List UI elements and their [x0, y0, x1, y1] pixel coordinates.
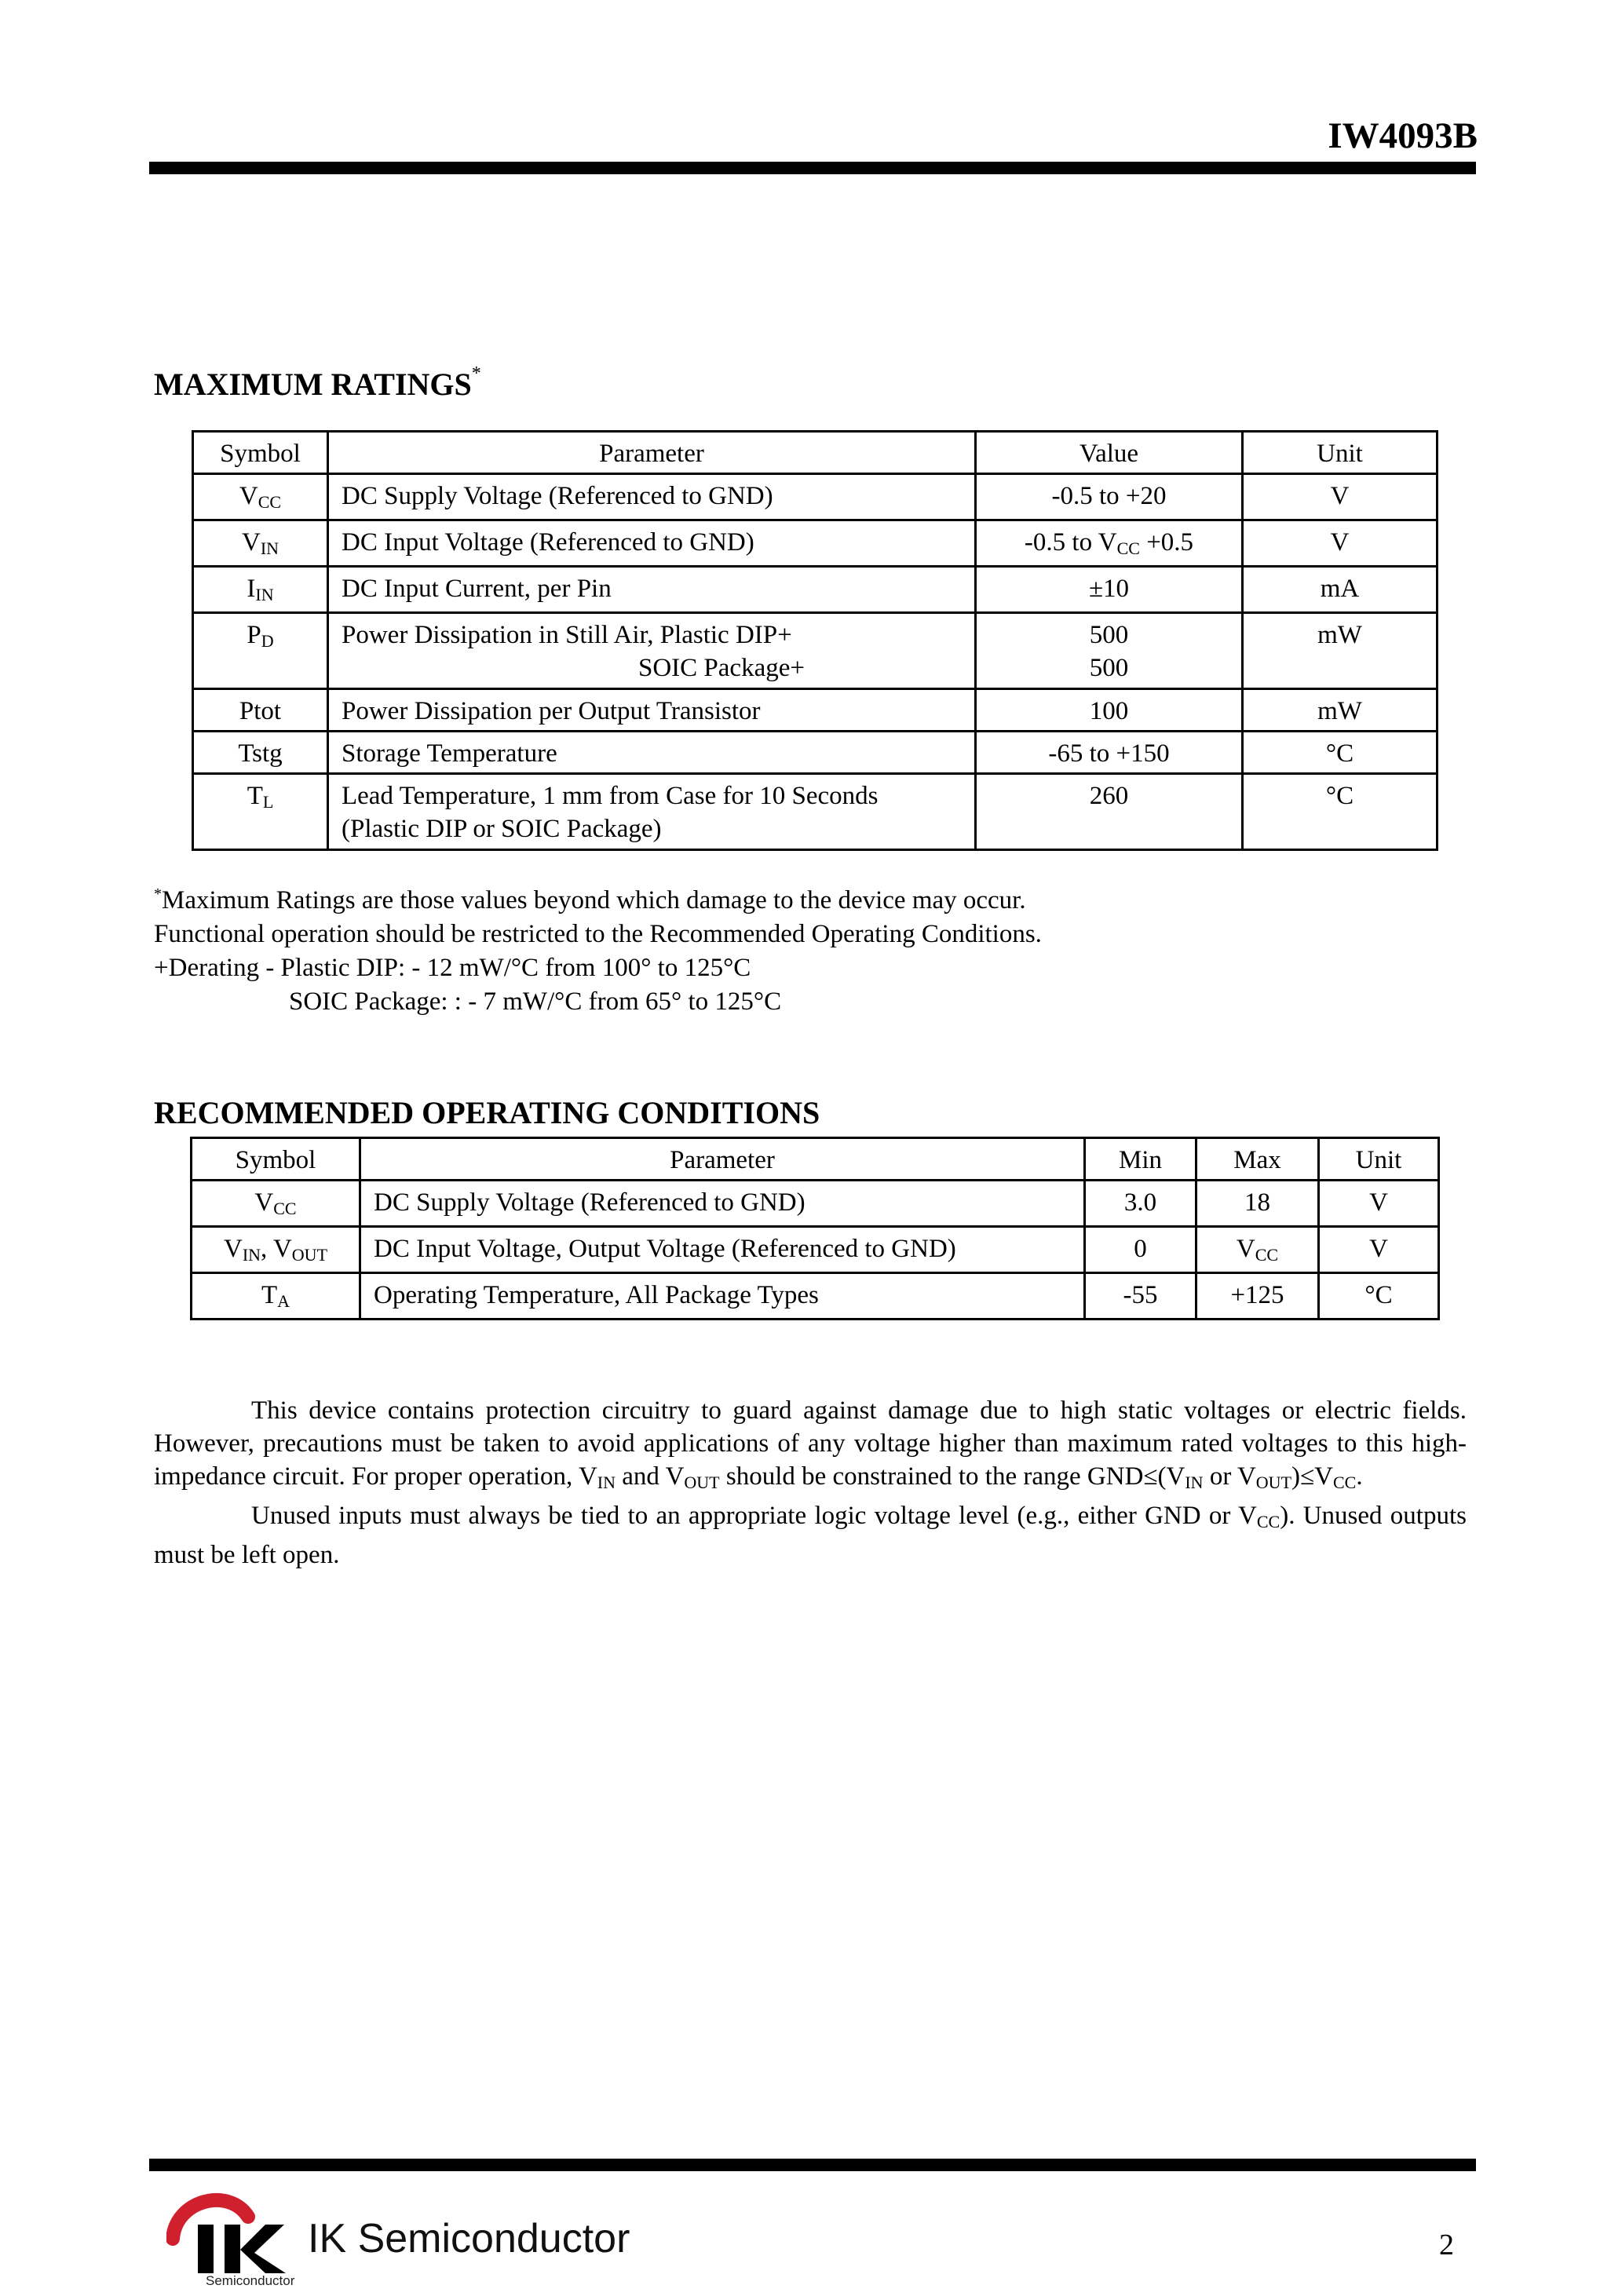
- parameter-cell: DC Supply Voltage (Referenced to GND): [328, 474, 976, 520]
- table-header-row: [192, 1138, 1439, 1181]
- max-cell: $V_{CC}$: [1196, 1227, 1319, 1273]
- max-ratings-notes: [154, 878, 1042, 1019]
- symbol-cell: $V_{CC}$: [192, 1181, 360, 1227]
- footer-rule: [149, 2159, 1476, 2171]
- min-cell: 0: [1085, 1227, 1196, 1273]
- parameter-cell: DC Supply Voltage (Referenced to GND): [360, 1181, 1085, 1227]
- parameter-cell: Storage Temperature: [328, 732, 976, 774]
- symbol-cell: Tstg: [193, 732, 328, 774]
- rec-conditions-title: RECOMMENDED OPERATING CONDITIONS: [154, 1095, 820, 1130]
- unit-cell: °C: [1243, 732, 1438, 774]
- parameter-cell: DC Input Voltage (Referenced to GND): [328, 520, 976, 567]
- value-cell: -0.5 to +20: [976, 474, 1243, 520]
- col-header: Value: [976, 432, 1243, 474]
- col-header: Parameter: [328, 432, 976, 474]
- rec-conditions-table: [190, 1137, 1440, 1320]
- parameter-cell: Power Dissipation in Still Air, Plastic DIP+ SOIC Package+: [328, 613, 976, 689]
- col-header: Symbol: [192, 1138, 360, 1181]
- value-cell: 260: [976, 774, 1243, 850]
- parameter-cell: Operating Temperature, All Package Types: [360, 1273, 1085, 1320]
- unit-cell: V: [1319, 1227, 1439, 1273]
- part-number: IW4093B: [1328, 115, 1478, 156]
- table-header-row: [193, 432, 1438, 474]
- min-cell: 3.0: [1085, 1181, 1196, 1227]
- max-cell: +125: [1196, 1273, 1319, 1320]
- unit-cell: V: [1243, 474, 1438, 520]
- paragraph: Unused inputs must always be tied to an appropriate logic voltage level (e.g., either GND or $V_{CC}$). Unused outputs must be left open.: [154, 1502, 1467, 1569]
- value-cell: ±10: [976, 567, 1243, 613]
- table-row: [193, 732, 1438, 774]
- symbol-cell: $V_{IN}$: [193, 520, 328, 567]
- symbol-cell: $I_{IN}$: [193, 567, 328, 613]
- symbol-cell: $T_L$: [193, 774, 328, 850]
- table-row: [193, 474, 1438, 520]
- table-row: [193, 689, 1438, 732]
- table-row: [193, 774, 1438, 850]
- max-cell: 18: [1196, 1181, 1319, 1227]
- page-number: 2: [1439, 2228, 1454, 2261]
- note-line: SOIC Package: : - 7 mW/°C from 65° to 125°C: [289, 987, 782, 1016]
- max-ratings-table: [192, 430, 1438, 851]
- unit-cell: °C: [1243, 774, 1438, 850]
- unit-cell: °C: [1319, 1273, 1439, 1320]
- symbol-cell: $V_{IN}$, $V_{OUT}$: [192, 1227, 360, 1273]
- value-cell: -65 to +150: [976, 732, 1243, 774]
- company-name: IK Semiconductor: [308, 2216, 630, 2261]
- symbol-cell: $P_D$: [193, 613, 328, 689]
- col-header: Min: [1085, 1138, 1196, 1181]
- value-cell: -0.5 to $V_{CC} +0.5$: [976, 520, 1243, 567]
- table-row: [193, 567, 1438, 613]
- parameter-cell: Lead Temperature, 1 mm from Case for 10 Seconds (Plastic DIP or SOIC Package): [328, 774, 976, 850]
- table-row: [192, 1181, 1439, 1227]
- parameter-cell: Power Dissipation per Output Transistor: [328, 689, 976, 732]
- col-header: Unit: [1319, 1138, 1439, 1181]
- parameter-cell: DC Input Current, per Pin: [328, 567, 976, 613]
- col-header: Max: [1196, 1138, 1319, 1181]
- note-line: *Maximum Ratings are those values beyond which damage to the device may occur.: [154, 885, 1026, 914]
- table-row: [192, 1227, 1439, 1273]
- paragraph: This device contains protection circuitry to guard against damage due to high static voltages or electric fields. However, precautions must be taken to avoid applications of any voltage higher than maximum rated voltages to this high-impedance circuit. For proper operation, $V_{IN}$ and $V_{OUT}$ should be constrained to the range $GND\le(V_{IN}$ or $V_{OUT})\le V_{CC}$.: [154, 1396, 1467, 1492]
- parameter-cell: DC Input Voltage, Output Voltage (Referenced to GND): [360, 1227, 1085, 1273]
- col-header: Symbol: [193, 432, 328, 474]
- note-line: Functional operation should be restricted to the Recommended Operating Conditions.: [154, 920, 1042, 948]
- table-row: [193, 613, 1438, 689]
- table-row: [193, 520, 1438, 567]
- col-header: Unit: [1243, 432, 1438, 474]
- col-header: Parameter: [360, 1138, 1085, 1181]
- table-row: [192, 1273, 1439, 1320]
- logo-subtext: Semiconductor: [206, 2273, 295, 2288]
- unit-cell: V: [1243, 520, 1438, 567]
- unit-cell: mA: [1243, 567, 1438, 613]
- unit-cell: mW: [1243, 613, 1438, 689]
- value-cell: 100: [976, 689, 1243, 732]
- protection-text: [154, 1394, 1467, 1571]
- min-cell: -55: [1085, 1273, 1196, 1320]
- unit-cell: V: [1319, 1181, 1439, 1227]
- unit-cell: mW: [1243, 689, 1438, 732]
- value-cell: 500 500: [976, 613, 1243, 689]
- symbol-cell: $T_A$: [192, 1273, 360, 1320]
- note-line: +Derating - Plastic DIP: - 12 mW/°C from 100° to 125°C: [154, 954, 751, 982]
- symbol-cell: Ptot: [193, 689, 328, 732]
- max-ratings-title: MAXIMUM RATINGS*: [154, 363, 481, 402]
- symbol-cell: $V_{CC}$: [193, 474, 328, 520]
- header-rule: [149, 162, 1476, 174]
